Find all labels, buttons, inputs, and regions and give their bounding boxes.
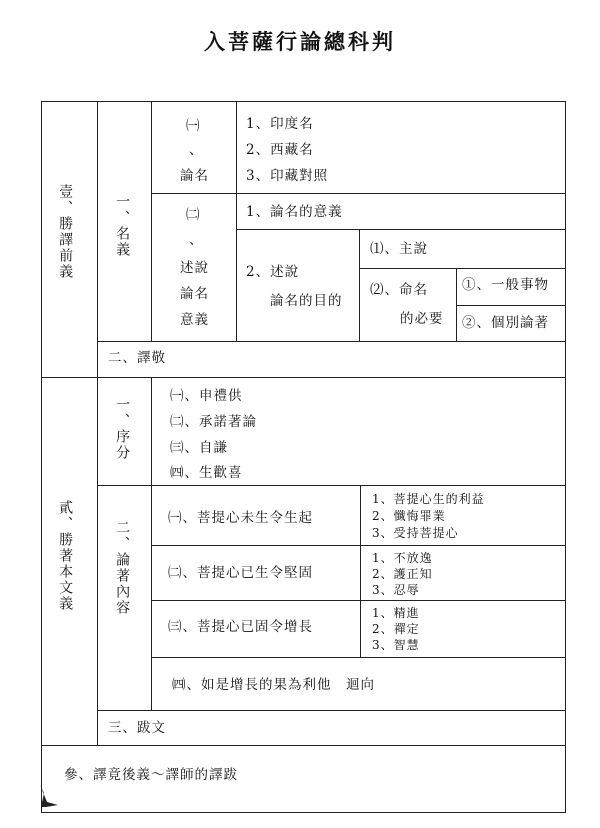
sub-a-mark: 、: [189, 142, 204, 158]
list-item: 3、忍辱: [372, 583, 420, 597]
table-row-label: ㈠、菩提心未生令生起: [168, 510, 313, 526]
list-item: ⑴、主說: [370, 241, 428, 257]
sub-a-number: ㈠: [186, 118, 201, 134]
part2-label: 貳、勝著本文義: [57, 500, 74, 612]
list-item: 2、懺悔罪業: [372, 509, 446, 523]
list-item: 2、護正知: [372, 567, 433, 581]
sec-naming-label: 一、名義: [114, 194, 131, 258]
list-item: ㈠、申禮供: [170, 388, 243, 404]
sec-colophon: 三、跋文: [108, 720, 166, 736]
sub-a-label: 論名: [180, 168, 209, 184]
list-item: ㈢、自謙: [170, 440, 228, 456]
part1-label: 壹、勝譯前義: [57, 184, 74, 280]
sub-b-number: ㈡: [186, 207, 201, 223]
table-row-label: ㈡、菩提心已生令堅固: [168, 565, 313, 581]
list-item: ㈡、承諾著論: [170, 414, 257, 430]
scan-mark-icon: [38, 783, 60, 809]
list-item: 2、禪定: [372, 622, 420, 636]
page-title: 入菩薩行論總科判: [204, 29, 396, 54]
sub-b-label: 意義: [180, 312, 209, 328]
list-item: ⑵、命名: [370, 282, 428, 298]
list-item: ㈣、生歡喜: [170, 465, 243, 481]
list-item: 1、不放逸: [372, 551, 433, 565]
list-item: 2、述說: [246, 264, 300, 280]
table-row-label: ㈢、菩提心已固令增長: [168, 619, 313, 635]
sec-intro-label: 一、序分: [114, 397, 131, 461]
sub-b-mark: 、: [189, 232, 204, 248]
list-item: 論名的目的: [270, 293, 343, 309]
list-item: 2、西藏名: [246, 142, 314, 158]
sec-content-label: 二、論著內容: [114, 520, 131, 616]
list-item: 3、智慧: [372, 638, 420, 652]
list-item: 3、印藏對照: [246, 168, 329, 184]
list-item: ②、個別論著: [462, 315, 549, 331]
sub-b-label: 論名: [180, 286, 209, 302]
list-item: ①、一般事物: [462, 277, 549, 293]
sec-dedication: 二、譯敬: [108, 350, 166, 366]
list-item: 的必要: [400, 311, 444, 327]
part3-label: 參、譯竟後義～譯師的譯跋: [64, 767, 238, 783]
list-item: 1、精進: [372, 606, 420, 620]
table-row-label: ㈣、如是增長的果為利他 迴向: [172, 677, 375, 693]
list-item: 3、受持菩提心: [372, 526, 459, 540]
list-item: 1、菩提心生的利益: [372, 492, 485, 506]
list-item: 1、論名的意義: [246, 204, 343, 220]
sub-b-label: 述說: [180, 260, 209, 276]
list-item: 1、印度名: [246, 116, 314, 132]
